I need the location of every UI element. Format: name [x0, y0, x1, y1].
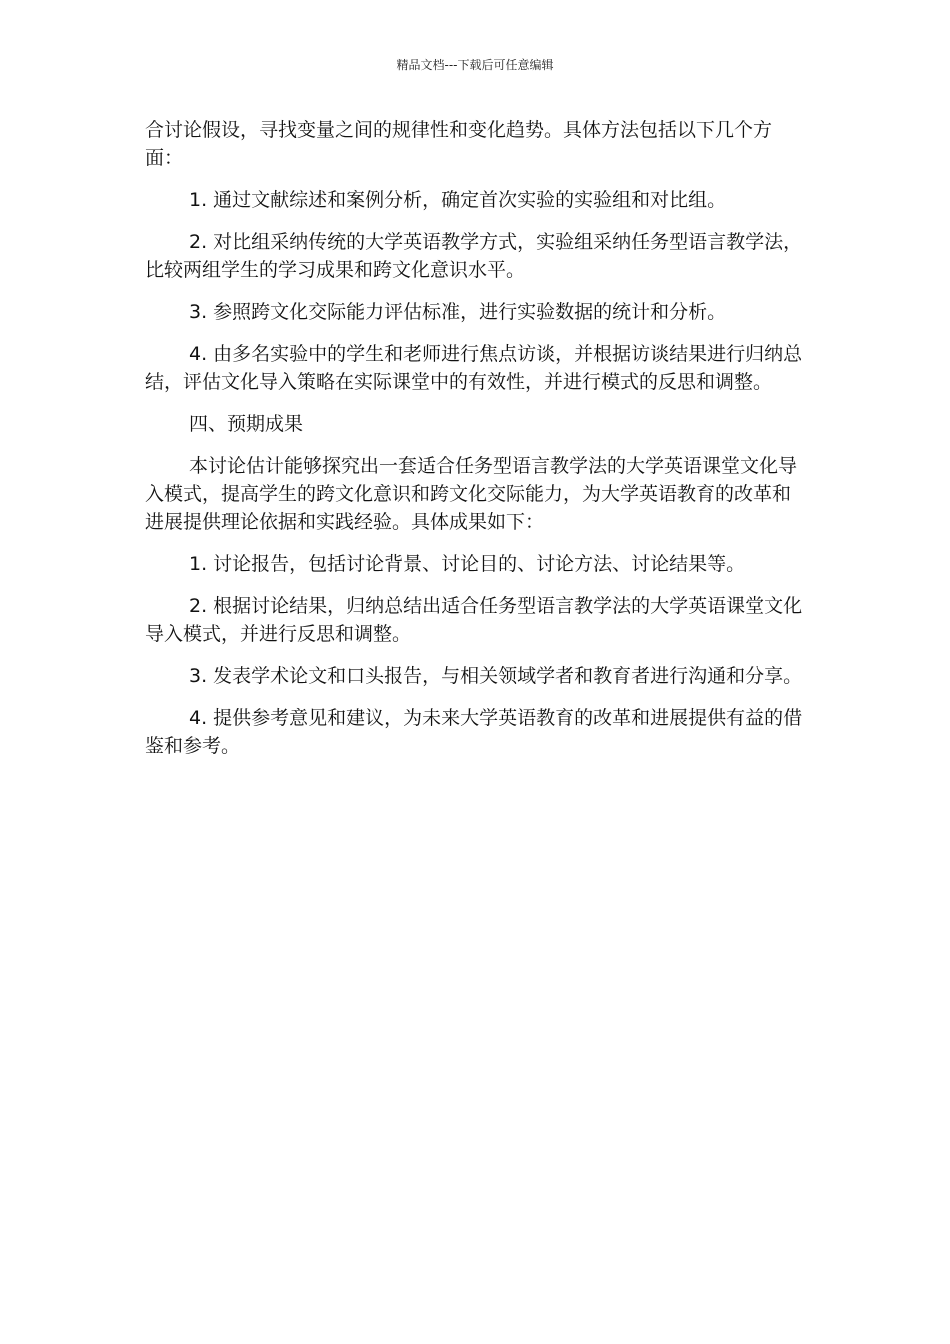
- outcome-item-1: 1. 讨论报告，包括讨论背景、讨论目的、讨论方法、讨论结果等。: [189, 553, 746, 575]
- method-item-4: 4. 由多名实验中的学生和老师进行焦点访谈，并根据访谈结果进行归纳总结，评估文化导入策略在实际课堂中的有效性，并进行模式的反思和调整。: [145, 343, 803, 393]
- outcome-item-3: 3. 发表学术论文和口头报告，与相关领域学者和教育者进行沟通和分享。: [189, 665, 803, 687]
- section-intro: 本讨论估计能够探究出一套适合任务型语言教学法的大学英语课堂文化导入模式，提高学生的跨文化意识和跨文化交际能力，为大学英语教育的改革和进展提供理论依据和实践经验。具体成果如下：: [145, 455, 798, 533]
- paragraph-continuation: 合讨论假设，寻找变量之间的规律性和变化趋势。具体方法包括以下几个方面：: [145, 119, 773, 169]
- outcome-item-2: 2. 根据讨论结果，归纳总结出适合任务型语言教学法的大学英语课堂文化导入模式，并进行反思和调整。: [145, 595, 803, 645]
- method-item-1: 1. 通过文献综述和案例分析，确定首次实验的实验组和对比组。: [189, 189, 727, 211]
- outcome-item-4: 4. 提供参考意见和建议，为未来大学英语教育的改革和进展提供有益的借鉴和参考。: [145, 707, 803, 757]
- section-heading: 四、预期成果: [189, 413, 304, 435]
- document-body: [145, 116, 805, 774]
- method-item-2: 2. 对比组采纳传统的大学英语教学方式，实验组采纳任务型语言教学法，比较两组学生的学习成果和跨文化意识水平。: [145, 231, 803, 281]
- page-header: 精品文档---下载后可任意编辑: [396, 58, 554, 72]
- method-item-3: 3. 参照跨文化交际能力评估标准，进行实验数据的统计和分析。: [189, 301, 727, 323]
